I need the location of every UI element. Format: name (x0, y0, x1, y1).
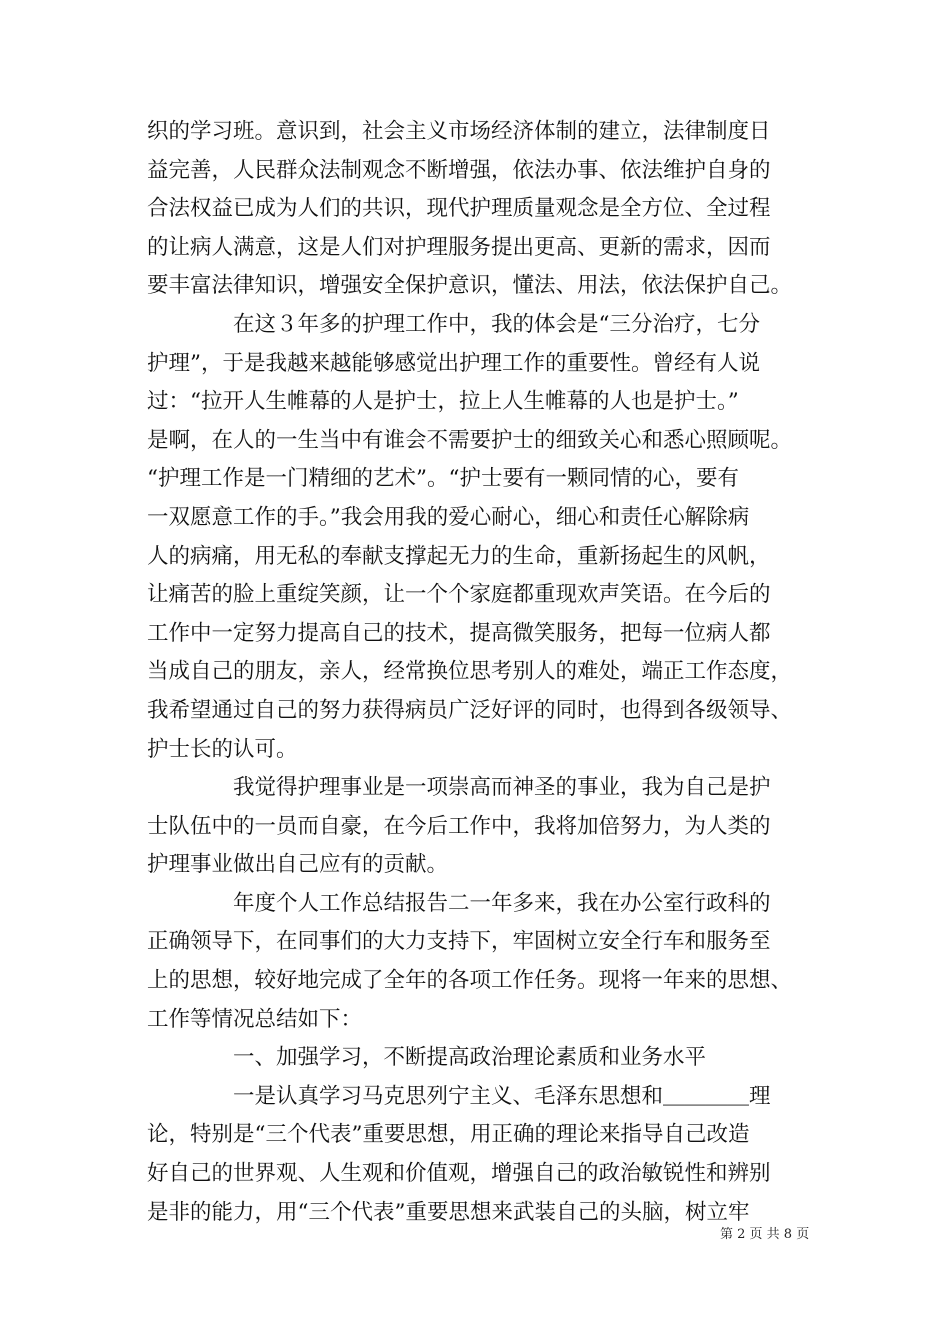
text-line: 论，特别是“三个代表”重要思想，用正确的理论来指导自己改造 (147, 1122, 750, 1148)
text-line: 织的学习班。意识到，社会主义市场经济体制的建立，法律制度日 (147, 119, 771, 144)
text-line: 在这３年多的护理工作中，我的体会是“三分治疗，七分 (147, 311, 760, 337)
text-line: 是啊，在人的一生当中有谁会不需要护士的细致关心和悉心照顾呢。 (147, 427, 793, 453)
text-line: 工作等情况总结如下： (147, 1006, 363, 1032)
text-line: 让痛苦的脸上重绽笑颜，让一个个家庭都重现欢声笑语。在今后的 (147, 582, 771, 608)
text-line: 是非的能力，用“三个代表”重要思想来武装自己的头脑，树立牢 (147, 1199, 750, 1225)
text-line: 合法权益已成为人们的共识，现代护理质量观念是全方位、全过程 (147, 196, 771, 222)
text-line: 过：“拉开人生帷幕的人是护士，拉上人生帷幕的人也是护士。” (147, 389, 739, 415)
text-line: 护士长的认可。 (147, 736, 298, 762)
text-line: “护理工作是一门精细的艺术”。“护士要有一颗同情的心，要有 (147, 466, 739, 492)
text-line: 的让病人满意，这是人们对护理服务提出更高、更新的需求，因而 (147, 234, 771, 260)
text-line: 护理”，于是我越来越能够感觉出护理工作的重要性。曾经有人说 (147, 350, 760, 376)
text-line: 我希望通过自己的努力获得病员广泛好评的同时，也得到各级领导、 (147, 697, 793, 723)
text-line: 上的思想，较好地完成了全年的各项工作任务。现将一年来的思想、 (147, 968, 793, 994)
text-line: 人的病痛，用无私的奉献支撑起无力的生命，重新扬起生的风帆， (147, 543, 771, 569)
text-line: 当成自己的朋友，亲人，经常换位思考别人的难处，端正工作态度， (147, 659, 793, 685)
text-line: 正确领导下，在同事们的大力支持下，牢固树立安全行车和服务至 (147, 929, 771, 955)
text-line: 一是认真学习马克思列宁主义、毛泽东思想和＿＿＿＿理 (147, 1083, 771, 1109)
text-line: 一双愿意工作的手。”我会用我的爱心耐心，细心和责任心解除病 (147, 504, 750, 530)
text-line: 好自己的世界观、人生观和价值观，增强自己的政治敏锐性和辨别 (147, 1161, 771, 1187)
text-line: 益完善，人民群众法制观念不断增强，依法办事、依法维护自身的 (147, 157, 771, 183)
text-line: 工作中一定努力提高自己的技术，提高微笑服务，把每一位病人都 (147, 620, 771, 646)
text-line: 要丰富法律知识，增强安全保护意识，懂法、用法，依法保护自己。 (147, 273, 793, 299)
page-number-footer: 第 2 页 共 8 页 (720, 1227, 810, 1242)
text-line: 我觉得护理事业是一项崇高而神圣的事业，我为自己是护 (147, 775, 771, 801)
section-heading: 一、加强学习，不断提高政治理论素质和业务水平 (147, 1045, 707, 1071)
text-line: 士队伍中的一员而自豪，在今后工作中，我将加倍努力，为人类的 (147, 813, 771, 839)
document-body (147, 113, 827, 1232)
text-line: 年度个人工作总结报告二一年多来，我在办公室行政科的 (147, 890, 771, 916)
text-line: 护理事业做出自己应有的贡献。 (147, 852, 449, 878)
